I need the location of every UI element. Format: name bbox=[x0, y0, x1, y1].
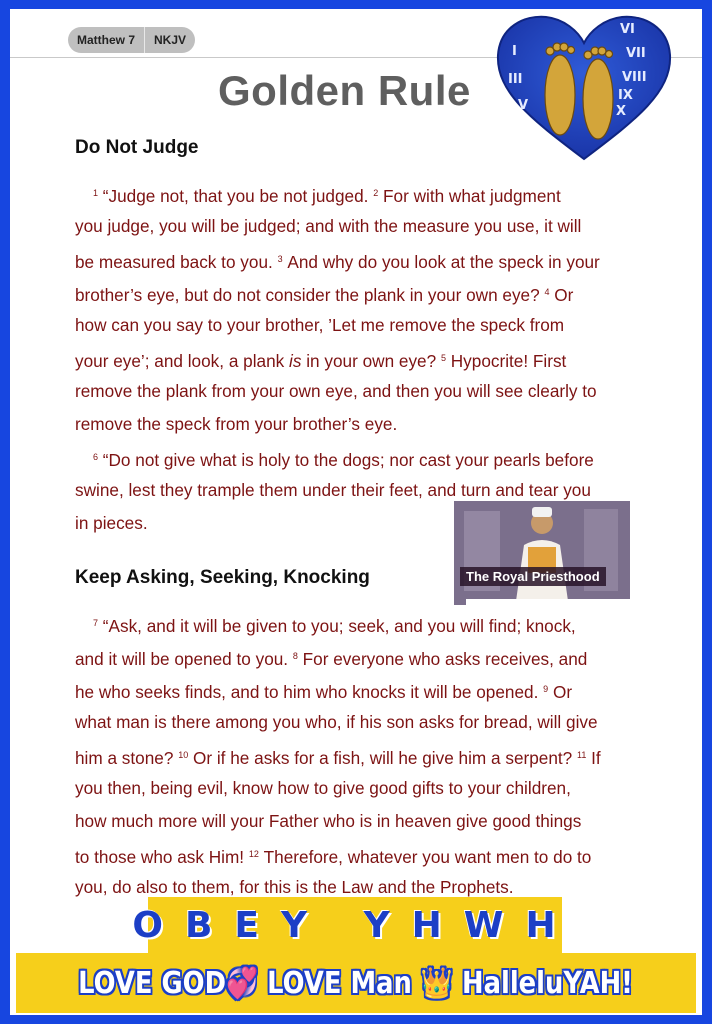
verse-text: you, do also to them, for this is the Law and the Prophets. bbox=[75, 877, 514, 897]
verse-text: how much more will your Father who is in heaven give good things bbox=[75, 811, 582, 831]
page-title: Golden Rule bbox=[218, 67, 471, 114]
verse-number: 11 bbox=[577, 750, 587, 760]
verse-text: remove the speck from your brother’s eye. bbox=[75, 414, 398, 434]
verse-text: he who seeks finds, and to him who knocks it will be opened. bbox=[75, 682, 539, 702]
verse-line bbox=[75, 607, 640, 640]
verse-number: 10 bbox=[178, 750, 189, 760]
verse-text: “Ask, and it will be given to you; seek, and you will find; knock, bbox=[102, 616, 576, 636]
verses-7-12 bbox=[75, 607, 640, 904]
verse-line bbox=[75, 640, 640, 673]
verse-number: 1 bbox=[93, 188, 99, 198]
numeral-mark: III bbox=[508, 72, 523, 87]
verse-line bbox=[75, 177, 640, 210]
verse-text: Or if he asks for a fish, will he give him a serpent? bbox=[193, 748, 573, 768]
verse-text: swine, lest they trample them under their feet, and turn and tear you bbox=[75, 480, 591, 500]
love-god-banner bbox=[16, 953, 696, 1013]
section-heading-do-not-judge: Do Not Judge bbox=[75, 137, 199, 158]
verse-line bbox=[75, 739, 640, 772]
verse-number: 8 bbox=[292, 651, 298, 661]
verse-line bbox=[75, 342, 640, 375]
verse-line bbox=[75, 375, 640, 408]
verse-text: Therefore, whatever you want men to do to bbox=[263, 847, 592, 867]
page-frame bbox=[10, 9, 702, 1015]
numeral-mark: V bbox=[518, 98, 529, 113]
verse-number: 9 bbox=[543, 684, 549, 694]
verse-number: 12 bbox=[248, 849, 259, 859]
royal-priesthood-thumbnail[interactable] bbox=[454, 501, 630, 605]
verse-italic: is bbox=[289, 351, 302, 371]
verses-1-6 bbox=[75, 177, 640, 540]
heart-feet-logo bbox=[494, 13, 674, 163]
verse-line bbox=[75, 408, 640, 441]
verse-text: him a stone? bbox=[75, 748, 174, 768]
verse-text: brother’s eye, but do not consider the plank in your own eye? bbox=[75, 285, 540, 305]
verse-line bbox=[75, 441, 640, 474]
verse-text: And why do you look at the speck in your bbox=[287, 252, 600, 272]
verse-text: “Judge not, that you be not judged. bbox=[102, 186, 369, 206]
verse-number: 2 bbox=[373, 188, 379, 198]
verse-text: Or bbox=[554, 285, 574, 305]
verse-text: Hypocrite! First bbox=[450, 351, 567, 371]
verse-text: “Do not give what is holy to the dogs; nor cast your pearls before bbox=[102, 450, 594, 470]
section-heading-keep-asking: Keep Asking, Seeking, Knocking bbox=[75, 567, 370, 588]
verse-line bbox=[75, 706, 640, 739]
numeral-mark: I bbox=[512, 44, 517, 59]
numeral-mark: VIII bbox=[622, 70, 647, 85]
verse-text: in pieces. bbox=[75, 513, 148, 533]
verse-number: 6 bbox=[93, 452, 99, 462]
verse-number: 5 bbox=[440, 353, 446, 363]
verse-text: you judge, you will be judged; and with the measure you use, it will bbox=[75, 216, 582, 236]
verse-line bbox=[75, 772, 640, 805]
verse-text: For with what judgment bbox=[383, 186, 561, 206]
verse-text: remove the plank from your own eye, and then you will see clearly to bbox=[75, 381, 597, 401]
numeral-mark: VII bbox=[626, 46, 646, 61]
verse-line bbox=[75, 673, 640, 706]
obey-yhwh-banner bbox=[132, 897, 578, 953]
thumbnail-label: The Royal Priesthood bbox=[460, 567, 606, 586]
verse-number: 4 bbox=[544, 287, 550, 297]
verse-text: If bbox=[591, 748, 601, 768]
verse-number: 3 bbox=[277, 254, 283, 264]
verse-number: 7 bbox=[93, 618, 99, 628]
verse-text: and it will be opened to you. bbox=[75, 649, 289, 669]
verse-line bbox=[75, 276, 640, 309]
verse-text: to those who ask Him! bbox=[75, 847, 245, 867]
verse-line bbox=[75, 309, 640, 342]
verse-line bbox=[75, 210, 640, 243]
verse-text: your eye’; and look, a plank bbox=[75, 351, 285, 371]
verse-text: For everyone who asks receives, and bbox=[302, 649, 588, 669]
verse-text: how can you say to your brother, ’Let me remove the speck from bbox=[75, 315, 565, 335]
reference-pill[interactable] bbox=[68, 27, 195, 53]
priest-illustration bbox=[454, 501, 630, 605]
verse-text: be measured back to you. bbox=[75, 252, 273, 272]
verse-text: what man is there among you who, if his son asks for bread, will give bbox=[75, 712, 598, 732]
banner-bottom-text: LOVE GOD💞 LOVE Man 👑 HalleluYAH! bbox=[78, 965, 634, 1001]
version-label[interactable]: NKJV bbox=[154, 33, 187, 47]
numeral-mark: IX bbox=[618, 88, 633, 103]
banner-top-text: OBEY YHWH bbox=[132, 904, 578, 946]
verse-line bbox=[75, 838, 640, 871]
verse-text: you then, being evil, know how to give good gifts to your children, bbox=[75, 778, 571, 798]
verse-text: in your own eye? bbox=[306, 351, 437, 371]
book-chapter-label[interactable]: Matthew 7 bbox=[77, 33, 136, 47]
verse-text: Or bbox=[552, 682, 573, 702]
numeral-mark: X bbox=[616, 104, 627, 119]
verse-line bbox=[75, 243, 640, 276]
verse-line bbox=[75, 805, 640, 838]
numeral-mark: VI bbox=[620, 22, 635, 37]
